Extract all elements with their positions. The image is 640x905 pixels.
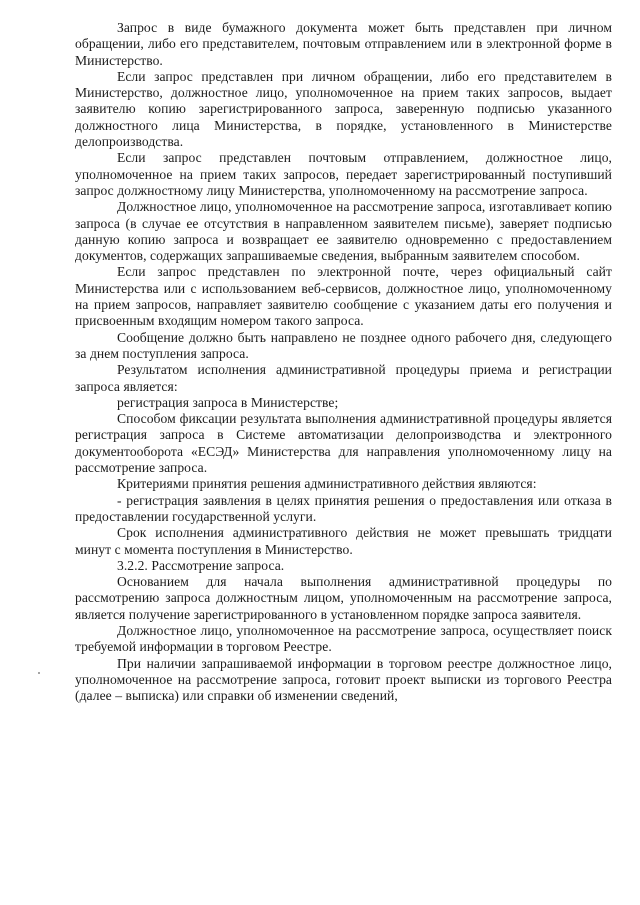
paragraph-registration: регистрация запроса в Министерстве;	[117, 394, 339, 410]
paragraph-copy-preparation: Должностное лицо, уполномоченное на рассмотрение запроса, изготавливает копию запроса (в случае ее отсутствия в направленном заявителем письме), заверяет подписью данную копию запроса и возвращает ее заявителю одновременно с предоставлением документов, содержащих запрашиваемые сведения, выбранным заявителем способом.	[75, 199, 612, 264]
paragraph-extract-preparation: При наличии запрашиваемой информации в торговом реестре должностное лицо, уполномоченное на рассмотрение запроса, готовит проект выписки из торгового Реестра (далее – выписка) или справки об изменении сведений,	[75, 655, 612, 704]
paragraph-fixation-method: Способом фиксации результата выполнения административной процедуры является регистрация запроса в Системе автоматизации делопроизводства и электронного документооборота «ЕСЭД» Министерства для направления уполномоченному лицу на рассмотрение запроса.	[75, 411, 612, 476]
paragraph-action-term: Срок исполнения административного действия не может превышать тридцати минут с момента поступления в Министерство.	[75, 525, 612, 557]
paragraph-request-forms: Запрос в виде бумажного документа может быть представлен при личном обращении, либо его представителем, почтовым отправлением или в электронной форме в Министерство.	[75, 20, 612, 68]
paragraph-criteria-item: - регистрация заявления в целях принятия решения о предоставления или отказа в предоставлении государственной услуги.	[75, 492, 612, 524]
section-heading-3-2-2: 3.2.2. Рассмотрение запроса.	[117, 557, 285, 573]
paragraph-postal-submission: Если запрос представлен почтовым отправлением, должностное лицо, уполномоченное на прием таких запросов, передает зарегистрированный поступивший запрос должностному лицу Министерства, уполномоченному на рассмотрение запроса.	[75, 150, 612, 198]
scan-speck	[38, 672, 40, 674]
paragraph-decision-criteria: Критериями принятия решения административного действия являются:	[117, 476, 537, 492]
paragraph-procedure-result: Результатом исполнения административной процедуры приема и регистрации запроса является:	[75, 362, 612, 394]
paragraph-information-search: Должностное лицо, уполномоченное на рассмотрение запроса, осуществляет поиск требуемой информации в торговом Реестре.	[75, 622, 612, 655]
paragraph-review-basis: Основанием для начала выполнения административной процедуры по рассмотрению запроса должностным лицом, уполномоченным на рассмотрение запроса, является получение зарегистрированного в установленном порядке запроса заявителя.	[75, 574, 612, 622]
paragraph-personal-submission: Если запрос представлен при личном обращении, либо его представителем в Министерство, должностное лицо, уполномоченное на прием таких запросов, выдает заявителю копию зарегистрированного запроса, заверенную подписью указанного должностного лица Министерства, в порядке, установленного в Министерстве делопроизводства.	[75, 68, 612, 150]
paragraph-notification-deadline: Сообщение должно быть направлено не позднее одного рабочего дня, следующего за днем поступления запроса.	[75, 329, 612, 361]
paragraph-electronic-submission: Если запрос представлен по электронной почте, через официальный сайт Министерства или с использованием веб-сервисов, должностное лицо, уполномоченному на прием запросов, направляет заявителю сообщение с указанием даты его получения и присвоенным входящим номером такого запроса.	[75, 264, 612, 329]
